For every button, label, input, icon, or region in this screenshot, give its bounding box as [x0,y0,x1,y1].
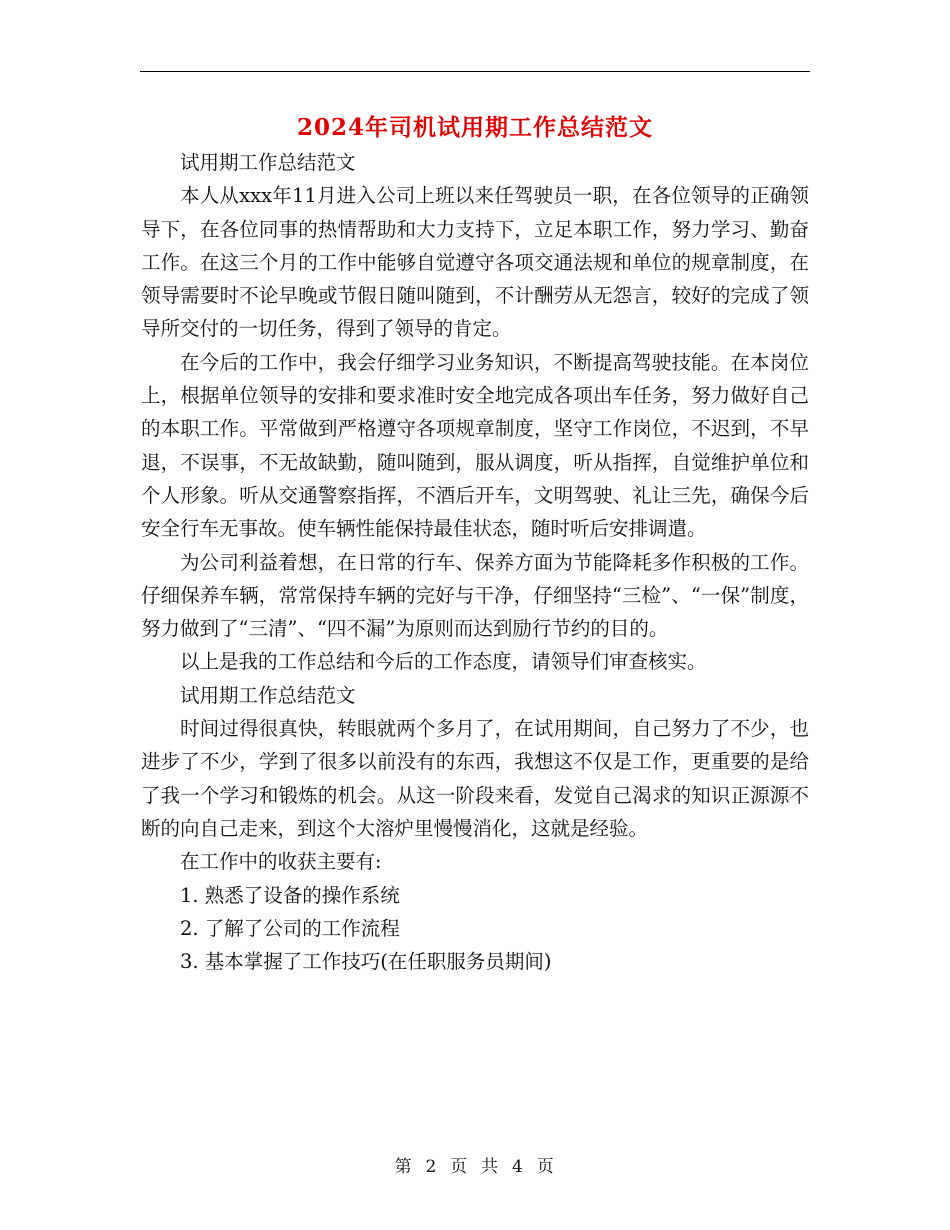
paragraph: 本人从xxx年11月进入公司上班以来任驾驶员一职，在各位领导的正确领导下，在各位同事的热情帮助和大力支持下，立足本职工作，努力学习、勤奋工作。在这三个月的工作中能够自觉遵守各项交通法规和单位的规章制度，在领导需要时不论早晚或节假日随叫随到，不计酬劳从无怨言，较好的完成了领导所交付的一切任务，得到了领导的肯定。 [141,184,809,341]
document-body [141,146,809,978]
list-item: 2. 了解了公司的工作流程 [180,916,400,940]
paragraph: 时间过得很真快，转眼就两个多月了，在试用期间，自己努力了不少，也进步了不少，学到了很多以前没有的东西，我想这不仅是工作，更重要的是给了我一个学习和锻炼的机会。从这一阶段来看，发觉自己渴求的知识正源源不断的向自己走来，到这个大溶炉里慢慢消化，这就是经验。 [141,717,809,840]
list-item: 1. 熟悉了设备的操作系统 [180,883,400,907]
section-heading: 试用期工作总结范文 [180,151,356,174]
paragraph: 为公司利益着想，在日常的行车、保养方面为节能降耗多作积极的工作。仔细保养车辆，常常保持车辆的完好与干净，仔细坚持“三检”、“一保”制度，努力做到了“三清”、“四不漏”为原则而达到励行节约的目的。 [141,550,809,641]
paragraph: 在工作中的收获主要有: [180,850,382,874]
section-heading: 试用期工作总结范文 [180,683,356,707]
document-title: 2024年司机试用期工作总结范文 [296,114,653,141]
paragraph: 在今后的工作中，我会仔细学习业务知识，不断提高驾驶技能。在本岗位上，根据单位领导的安排和要求准时安全地完成各项出车任务，努力做好自己的本职工作。平常做到严格遵守各项规章制度，坚守工作岗位，不迟到，不早退，不误事，不无故缺勤，随叫随到，服从调度，听从指挥，自觉维护单位和个人形象。听从交通警察指挥，不酒后开车，文明驾驶、礼让三先，确保今后安全行车无事故。使车辆性能保持最佳状态，随时听后安排调遣。 [141,350,809,541]
page-number: 第 2 页 共 4 页 [394,1157,556,1177]
list-item: 3. 基本掌握了工作技巧(在任职服务员期间) [180,950,552,974]
paragraph: 以上是我的工作总结和今后的工作态度，请领导们审查核实。 [180,650,707,674]
header-rule [140,71,810,72]
